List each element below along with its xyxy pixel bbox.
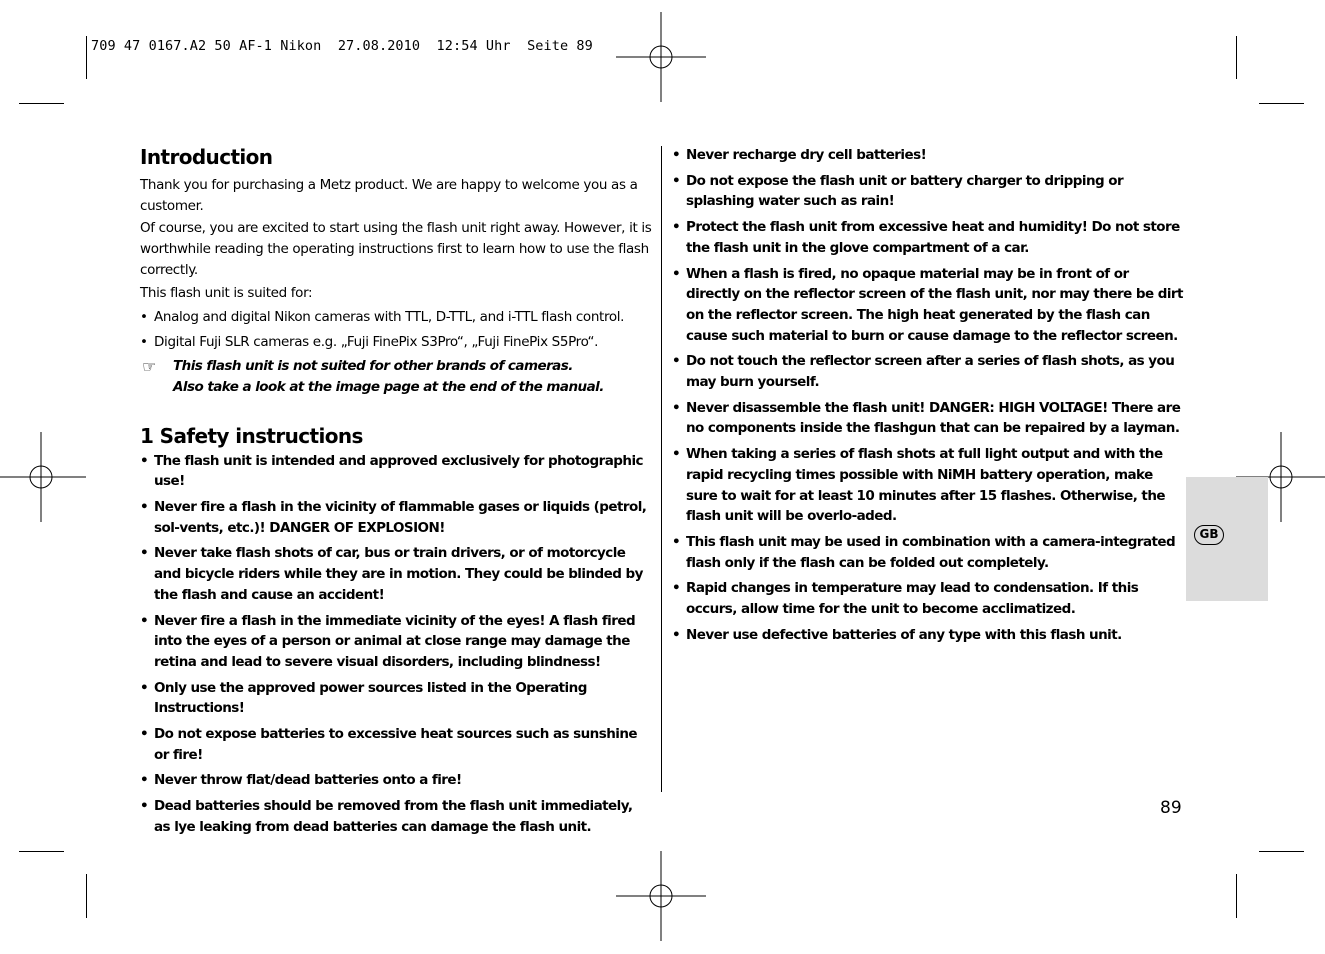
list-item: • The flash unit is intended and approved exclusively for photographic use!	[140, 452, 643, 490]
list-item: • Do not expose the flash unit or battery charger to dripping or splashing water such as rain!	[672, 172, 1124, 210]
pointing-hand-icon: ☞	[142, 356, 156, 376]
right-column	[672, 145, 1184, 645]
page-number: 89	[1160, 798, 1182, 818]
column-divider	[661, 146, 662, 792]
compatibility-note	[140, 356, 652, 399]
list-item: • Protect the flash unit from excessive heat and humidity! Do not store the flash unit in the glove compartment of a car.	[672, 219, 1180, 256]
list-item: • Never fire a flash in the immediate vicinity of the eyes! A flash fired into the eyes of a person or animal at close range may damage the retina and lead to severe visual disorders, including blindness!	[140, 612, 636, 670]
list-item: • Only use the approved power sources listed in the Operating Instructions!	[140, 679, 587, 717]
intro-paragraph-3: This flash unit is suited for:	[140, 284, 313, 301]
registration-mark-bottom	[616, 851, 706, 941]
crop-mark-bottom-left-vertical	[86, 874, 87, 918]
list-item: • Rapid changes in temperature may lead to condensation. If this occurs, allow time for the unit to become acclimatized.	[672, 580, 1139, 618]
intro-paragraph-2: Of course, you are excited to start using the flash unit right away. However, it is worthwhile reading the operating instructions first to learn how to use the flash correctly.	[140, 220, 652, 278]
list-item: • Never recharge dry cell batteries!	[672, 147, 927, 163]
language-tab	[1186, 477, 1268, 601]
list-item: • Do not touch the reflector screen after a series of flash shots, as you may burn yourself.	[672, 353, 1175, 391]
crop-mark-top-right-horizontal	[1259, 103, 1304, 104]
list-item: • Analog and digital Nikon cameras with TTL, D-TTL, and i-TTL flash control.	[140, 309, 625, 326]
list-item: • This flash unit may be used in combination with a camera-integrated flash only if the flash can be folded out completely.	[672, 533, 1176, 571]
list-item: • Do not expose batteries to excessive heat sources such as sunshine or fire!	[140, 726, 638, 763]
list-item: • Never disassemble the flash unit! DANGER: HIGH VOLTAGE! There are no components inside the flashgun that can be repaired by a layman.	[672, 399, 1181, 437]
language-badge: GB	[1194, 525, 1224, 545]
compatible-cameras-list	[140, 307, 652, 352]
list-item: • Never use defective batteries of any type with this flash unit.	[672, 626, 1122, 643]
safety-list-right	[672, 145, 1184, 645]
intro-paragraph-1: Thank you for purchasing a Metz product. We are happy to welcome you as a customer.	[140, 177, 638, 214]
registration-mark-left	[0, 432, 86, 522]
crop-mark-bottom-right-vertical	[1236, 874, 1237, 918]
introduction-heading: Introduction	[140, 145, 273, 169]
safety-list-left	[140, 451, 652, 838]
list-item: • When a flash is fired, no opaque material may be in front of or directly on the reflector screen of the flash unit, nor may there be dirt on the reflector screen. The high heat generated by the flash can cause such material to burn or cause damage to the reflector screen.	[672, 265, 1183, 344]
safety-instructions-heading: 1 Safety instructions	[140, 423, 363, 448]
registration-mark-top	[616, 12, 706, 102]
list-item: • When taking a series of flash shots at full light output and with the rapid recycling times possible with NiMH battery operation, make sure to wait for at least 10 minutes after 15 flashes. Otherwise, the flash unit will be overlo-aded.	[672, 446, 1166, 525]
crop-mark-bottom-right-horizontal	[1259, 851, 1304, 852]
crop-mark-bottom-left-horizontal	[19, 851, 64, 852]
print-slug: 709 47 0167.A2 50 AF-1 Nikon 27.08.2010 12:54 Uhr Seite 89	[91, 38, 593, 54]
list-item: • Digital Fuji SLR cameras e.g. „Fuji FinePix S3Pro“, „Fuji FinePix S5Pro“.	[140, 333, 599, 350]
list-item: • Never throw flat/dead batteries onto a fire!	[140, 772, 462, 789]
list-item: • Never fire a flash in the vicinity of flammable gases or liquids (petrol, sol-vents, etc.)! DANGER OF EXPLOSION!	[140, 499, 647, 536]
left-column	[140, 144, 652, 838]
list-item: • Dead batteries should be removed from the flash unit immediately, as lye leaking from dead batteries can damage the flash unit.	[140, 798, 633, 835]
list-item: • Never take flash shots of car, bus or train drivers, or of motorcycle and bicycle riders while they are in motion. They could be blinded by the flash and cause an accident!	[140, 545, 643, 603]
note-line-2: Also take a look at the image page at the end of the manual.	[173, 379, 604, 396]
crop-mark-top-right-vertical	[1236, 36, 1237, 79]
crop-mark-top-left-vertical	[86, 36, 87, 79]
note-line-1: This flash unit is not suited for other brands of cameras.	[173, 357, 573, 374]
crop-mark-top-left-horizontal	[19, 103, 64, 104]
